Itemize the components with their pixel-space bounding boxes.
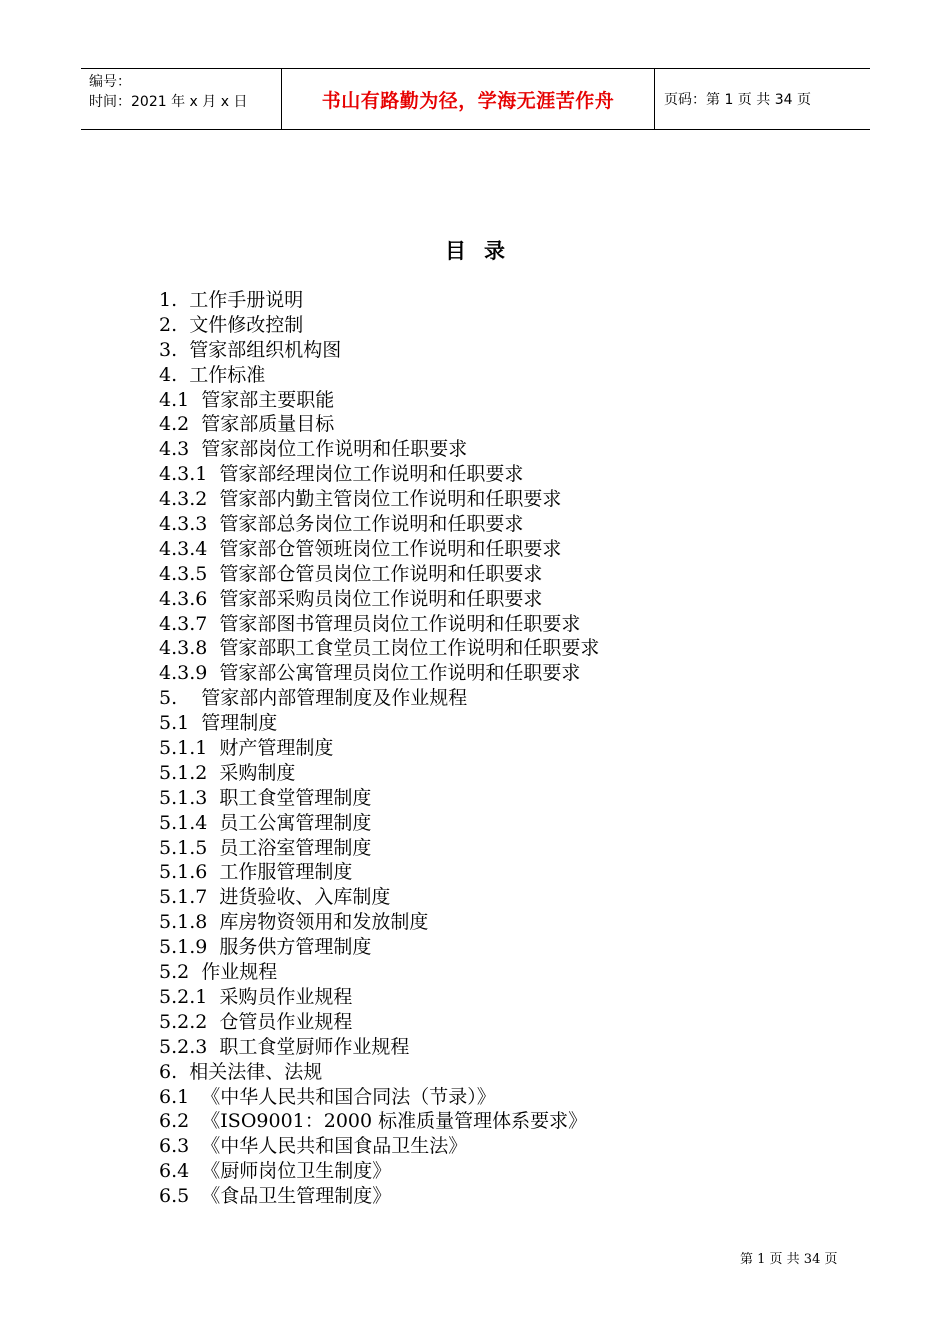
toc-item: 5.2.1 采购员作业规程	[159, 985, 353, 1008]
header-meta	[81, 69, 281, 129]
toc-item: 5.2.3 职工食堂厨师作业规程	[159, 1035, 410, 1058]
toc-item: 4.3.6 管家部采购员岗位工作说明和任职要求	[159, 587, 543, 610]
toc-item: 5. 管家部内部管理制度及作业规程	[159, 687, 468, 710]
toc-item: 4.3.9 管家部公寓管理员岗位工作说明和任职要求	[159, 662, 581, 685]
toc-item: 4.3.3 管家部总务岗位工作说明和任职要求	[159, 513, 524, 536]
toc-item: 4.3.7 管家部图书管理员岗位工作说明和任职要求	[159, 612, 581, 635]
toc-item: 5.1.8 库房物资领用和发放制度	[159, 911, 429, 934]
page-footer: 第 1 页 共 34 页	[740, 1252, 838, 1267]
toc-item: 4.3.5 管家部仓管员岗位工作说明和任职要求	[159, 562, 543, 585]
toc-item: 6.2 《ISO9001：2000 标准质量管理体系要求》	[159, 1110, 588, 1133]
toc-title: 目录	[445, 239, 523, 263]
toc-item: 6. 相关法律、法规	[159, 1060, 323, 1083]
toc-item: 4.3.8 管家部职工食堂员工岗位工作说明和任职要求	[159, 637, 600, 660]
toc-item: 6.1 《中华人民共和国合同法（节录）》	[159, 1085, 496, 1108]
toc-item: 6.4 《厨师岗位卫生制度》	[159, 1160, 392, 1183]
toc-item: 5.1.5 员工浴室管理制度	[159, 836, 372, 859]
toc-item: 5.1.3 职工食堂管理制度	[159, 786, 372, 809]
toc-item: 6.5 《食品卫生管理制度》	[159, 1185, 392, 1208]
toc-item: 2. 文件修改控制	[159, 313, 304, 336]
toc-item: 3. 管家部组织机构图	[159, 338, 342, 361]
toc-item: 6.3 《中华人民共和国食品卫生法》	[159, 1135, 468, 1158]
toc-item: 4. 工作标准	[159, 363, 266, 386]
document-time: 时间：2021 年 x 月 x 日	[89, 94, 248, 110]
header-page-info: 页码：第 1 页 共 34 页	[664, 92, 811, 108]
toc-item: 5.1.1 财产管理制度	[159, 737, 334, 760]
toc-item: 4.3.1 管家部经理岗位工作说明和任职要求	[159, 463, 524, 486]
toc-item: 5.1.9 服务供方管理制度	[159, 936, 372, 959]
toc-item: 5.1.2 采购制度	[159, 761, 296, 784]
toc-item: 4.1 管家部主要职能	[159, 388, 335, 411]
toc-item: 4.3.2 管家部内勤主管岗位工作说明和任职要求	[159, 488, 562, 511]
toc-item: 4.2 管家部质量目标	[159, 413, 335, 436]
document-number-label: 编号：	[89, 74, 131, 90]
toc-item: 1. 工作手册说明	[159, 289, 304, 311]
toc-item: 5.1.6 工作服管理制度	[159, 861, 353, 884]
toc-item: 5.1.7 进货验收、入库制度	[159, 886, 391, 909]
toc-item: 4.3.4 管家部仓管领班岗位工作说明和任职要求	[159, 537, 562, 560]
header-motto: 书山有路勤为径，学海无涯苦作舟	[281, 69, 655, 129]
toc-item: 5.2.2 仓管员作业规程	[159, 1010, 353, 1033]
page-header	[81, 68, 870, 130]
table-of-contents	[159, 288, 859, 1209]
toc-item: 5.2 作业规程	[159, 961, 278, 984]
toc-item: 4.3 管家部岗位工作说明和任职要求	[159, 438, 468, 461]
toc-item: 5.1 管理制度	[159, 712, 278, 735]
toc-item: 5.1.4 员工公寓管理制度	[159, 811, 372, 834]
